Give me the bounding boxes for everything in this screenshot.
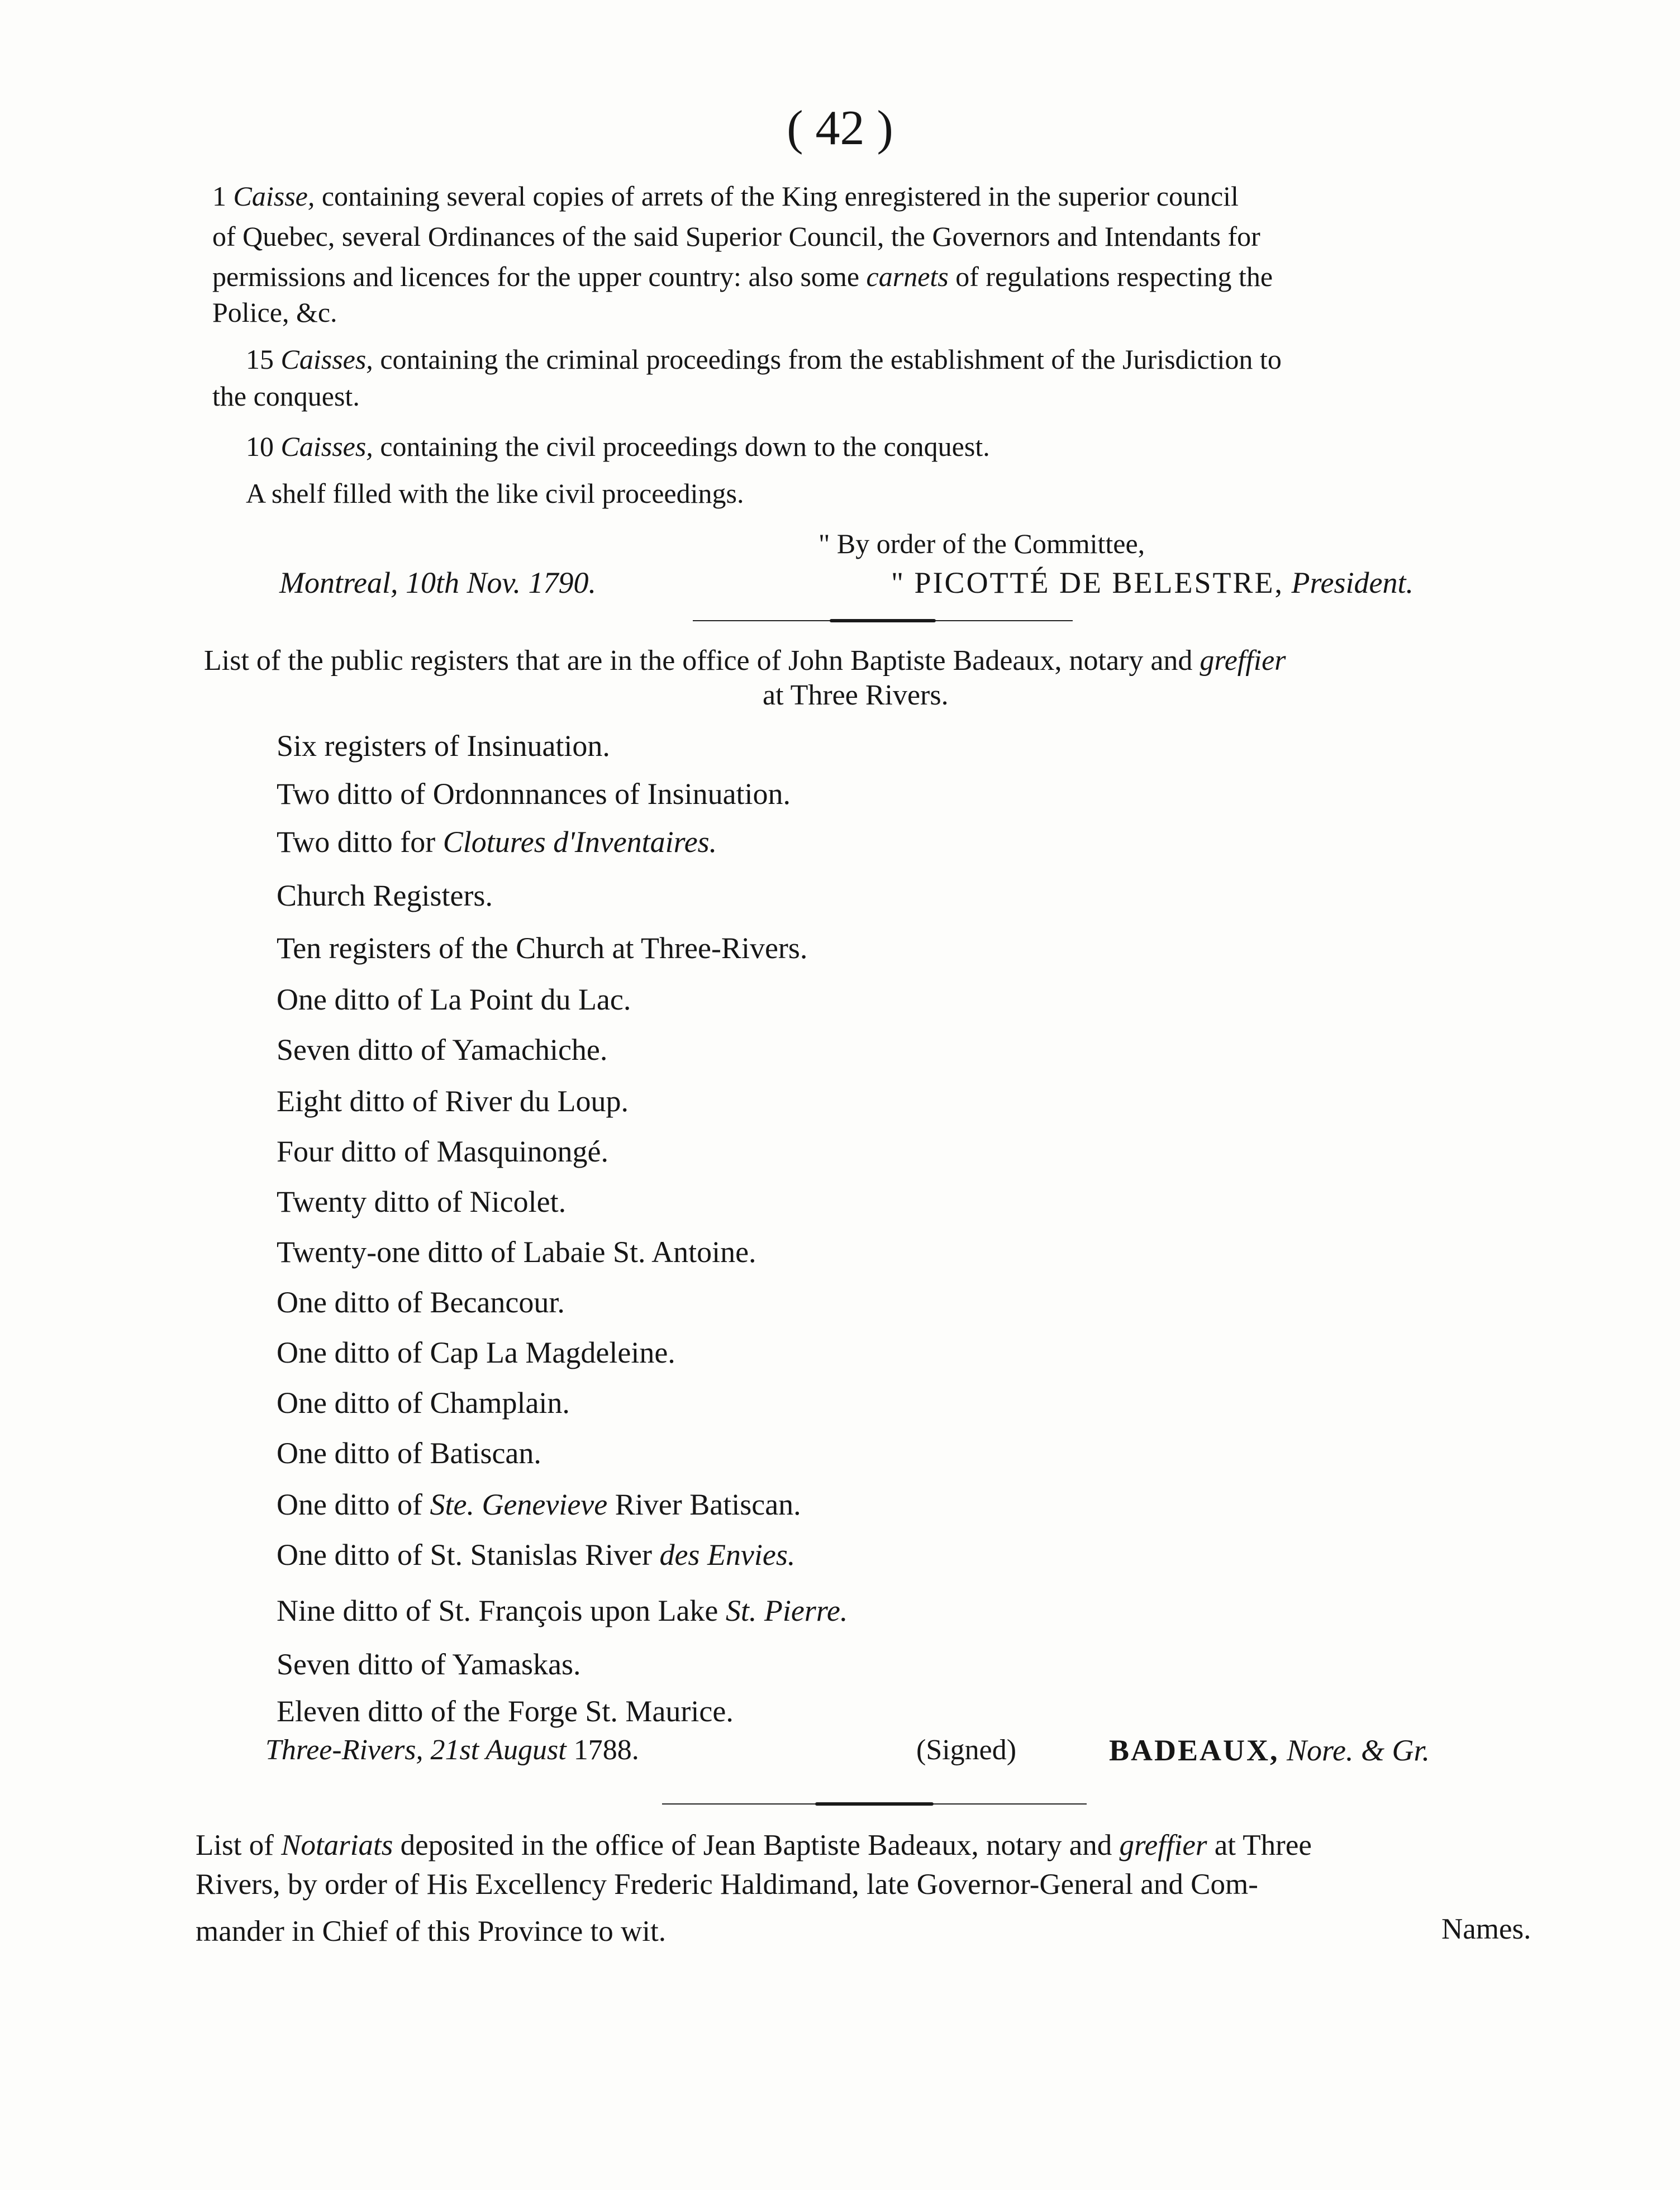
signoff-2-signed: (Signed) — [916, 1734, 1017, 1766]
list-2-heading-line-2: Rivers, by order of His Excellency Frederic Haldimand, late Governor-General and Com- — [196, 1868, 1258, 1901]
caisse-2-line-2: the conquest. — [212, 380, 360, 412]
caisse-2-line-1: 15 Caisses, containing the criminal proceedings from the establishment of the Jurisdiction to — [246, 344, 1282, 375]
caisse-1-line-3: permissions and licences for the upper country: also some carnets of regulations respecting the — [212, 261, 1273, 292]
list-1-heading-line-1: List of the public registers that are in the office of John Baptiste Badeaux, notary and greffier — [204, 645, 1286, 677]
section-divider-2 — [662, 1803, 1087, 1805]
register-item: Ten registers of the Church at Three-Rivers. — [277, 931, 808, 965]
register-item: One ditto of St. Stanislas River des Envies. — [277, 1538, 796, 1572]
register-item: One ditto of Batiscan. — [277, 1436, 541, 1470]
caisse-1-line-4: Police, &c. — [212, 297, 337, 328]
list-2-heading-line-1: List of Notariats deposited in the office of Jean Baptiste Badeaux, notary and greffier at Three — [196, 1829, 1312, 1862]
signoff-2-place-date: Three-Rivers, 21st August 1788. — [265, 1734, 639, 1766]
section-divider-2-bar — [815, 1802, 934, 1806]
caisse-1-line-1: 1 Caisse, containing several copies of arrets of the King enregistered in the superior council — [212, 180, 1239, 212]
register-item: Six registers of Insinuation. — [277, 729, 610, 763]
register-item: Nine ditto of St. François upon Lake St. Pierre. — [277, 1594, 848, 1627]
register-item: Seven ditto of Yamachiche. — [277, 1033, 608, 1067]
register-item: Church Registers. — [277, 879, 493, 912]
register-item: Twenty ditto of Nicolet. — [277, 1185, 567, 1218]
register-item: Eleven ditto of the Forge St. Maurice. — [277, 1694, 734, 1728]
list-2-heading-line-3: mander in Chief of this Province to wit. — [196, 1915, 666, 1948]
register-item: One ditto of Champlain. — [277, 1386, 570, 1420]
page-number: ( 42 ) — [787, 101, 893, 155]
register-item: One ditto of La Point du Lac. — [277, 983, 631, 1016]
signoff-2-signer: BADEAUX, Nore. & Gr. — [1109, 1734, 1430, 1767]
signoff-1-signer: " PICOTTÉ DE BELESTRE, President. — [891, 566, 1414, 599]
caisse-3-line-1: 10 Caisses, containing the civil proceedings down to the conquest. — [246, 431, 990, 462]
signoff-1-order-line: " By order of the Committee, — [818, 528, 1145, 559]
register-item: One ditto of Ste. Genevieve River Batiscan. — [277, 1488, 801, 1521]
register-item: Eight ditto of River du Loup. — [277, 1084, 629, 1118]
register-item: One ditto of Becancour. — [277, 1286, 565, 1319]
list-2-names-label: Names. — [1441, 1913, 1531, 1945]
register-item: Seven ditto of Yamaskas. — [277, 1648, 581, 1681]
register-item: Twenty-one ditto of Labaie St. Antoine. — [277, 1235, 756, 1269]
register-item: Four ditto of Masquinongé. — [277, 1135, 608, 1168]
register-item: Two ditto of Ordonnnances of Insinuation. — [277, 777, 791, 811]
caisse-1-line-2: of Quebec, several Ordinances of the said Superior Council, the Governors and Intendants for — [212, 221, 1260, 252]
list-1-heading-line-2: at Three Rivers. — [763, 679, 949, 711]
section-divider-1 — [693, 620, 1073, 621]
section-divider-1-bar — [830, 619, 936, 622]
signoff-1-place-date: Montreal, 10th Nov. 1790. — [279, 566, 596, 599]
register-item: Two ditto for Clotures d'Inventaires. — [277, 825, 717, 859]
caisse-4-line-1: A shelf filled with the like civil proceedings. — [246, 478, 744, 509]
register-item: One ditto of Cap La Magdeleine. — [277, 1336, 675, 1369]
